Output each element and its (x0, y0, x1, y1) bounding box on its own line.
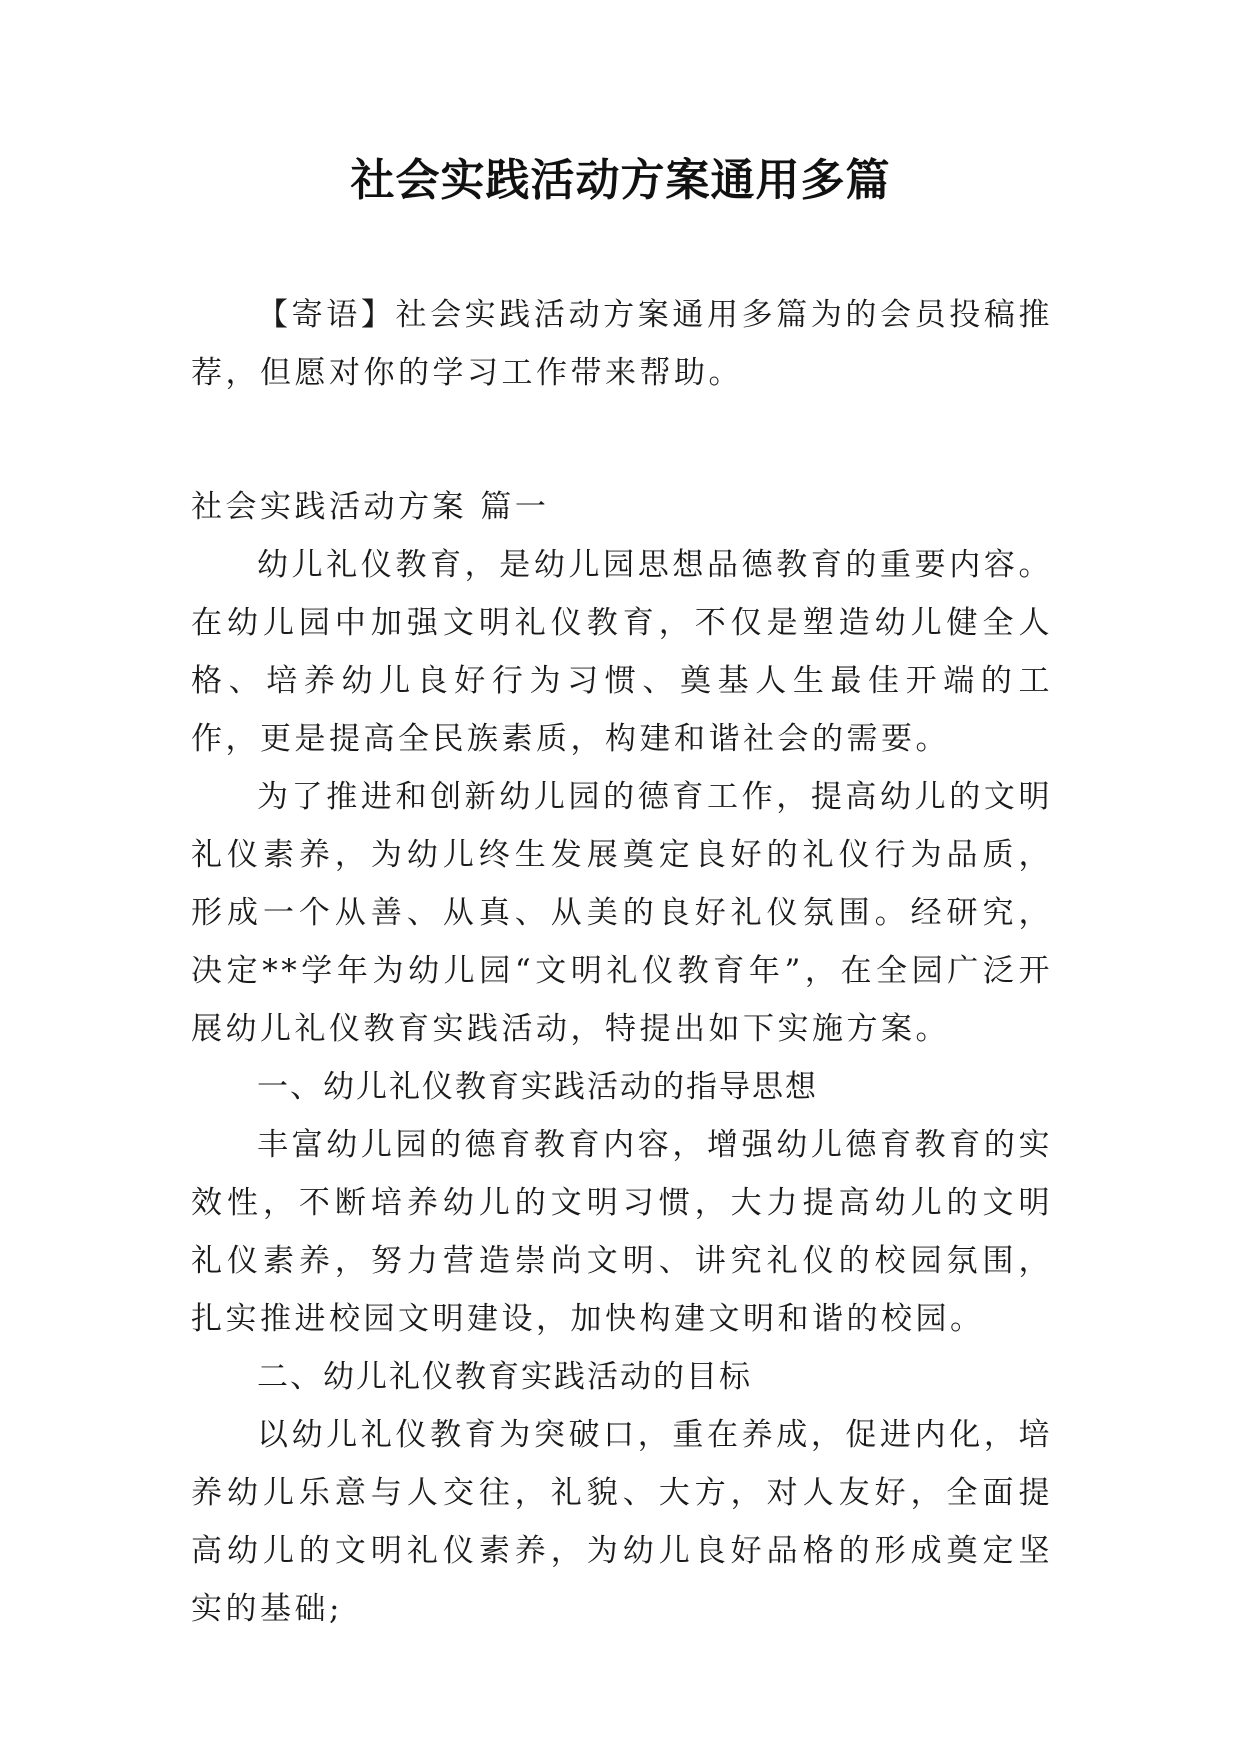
document-body (191, 286, 1053, 1638)
document-title: 社会实践活动方案通用多篇 (350, 155, 891, 206)
section-title: 社会实践活动方案 篇一 (191, 489, 550, 525)
paragraph: 幼儿礼仪教育，是幼儿园思想品德教育的重要内容。在幼儿园中加强文明礼仪教育，不仅是塑造幼儿健全人格、培养幼儿良好行为习惯、奠基人生最佳开端的工作，更是提高全民族素质，构建和谐社会的需要。 (191, 547, 1053, 757)
section-heading: 一、幼儿礼仪教育实践活动的指导思想 (257, 1069, 818, 1105)
paragraph: 以幼儿礼仪教育为突破口，重在养成，促进内化，培养幼儿乐意与人交往，礼貌、大方，对人友好，全面提高幼儿的文明礼仪素养，为幼儿良好品格的形成奠定坚实的基础; (191, 1417, 1053, 1627)
paragraph: 丰富幼儿园的德育教育内容，增强幼儿德育教育的实效性，不断培养幼儿的文明习惯，大力提高幼儿的文明礼仪素养，努力营造崇尚文明、讲究礼仪的校园氛围，扎实推进校园文明建设，加快构建文明和谐的校园。 (191, 1127, 1053, 1337)
intro-paragraph: 【寄语】社会实践活动方案通用多篇为的会员投稿推荐，但愿对你的学习工作带来帮助。 (191, 297, 1053, 391)
paragraph: 为了推进和创新幼儿园的德育工作，提高幼儿的文明礼仪素养，为幼儿终生发展奠定良好的礼仪行为品质，形成一个从善、从真、从美的良好礼仪氛围。经研究，决定**学年为幼儿园“文明礼仪教育年”，在全园广泛开展幼儿礼仪教育实践活动，特提出如下实施方案。 (191, 779, 1053, 1047)
section-heading: 二、幼儿礼仪教育实践活动的目标 (257, 1359, 752, 1395)
spacer (191, 402, 1053, 478)
